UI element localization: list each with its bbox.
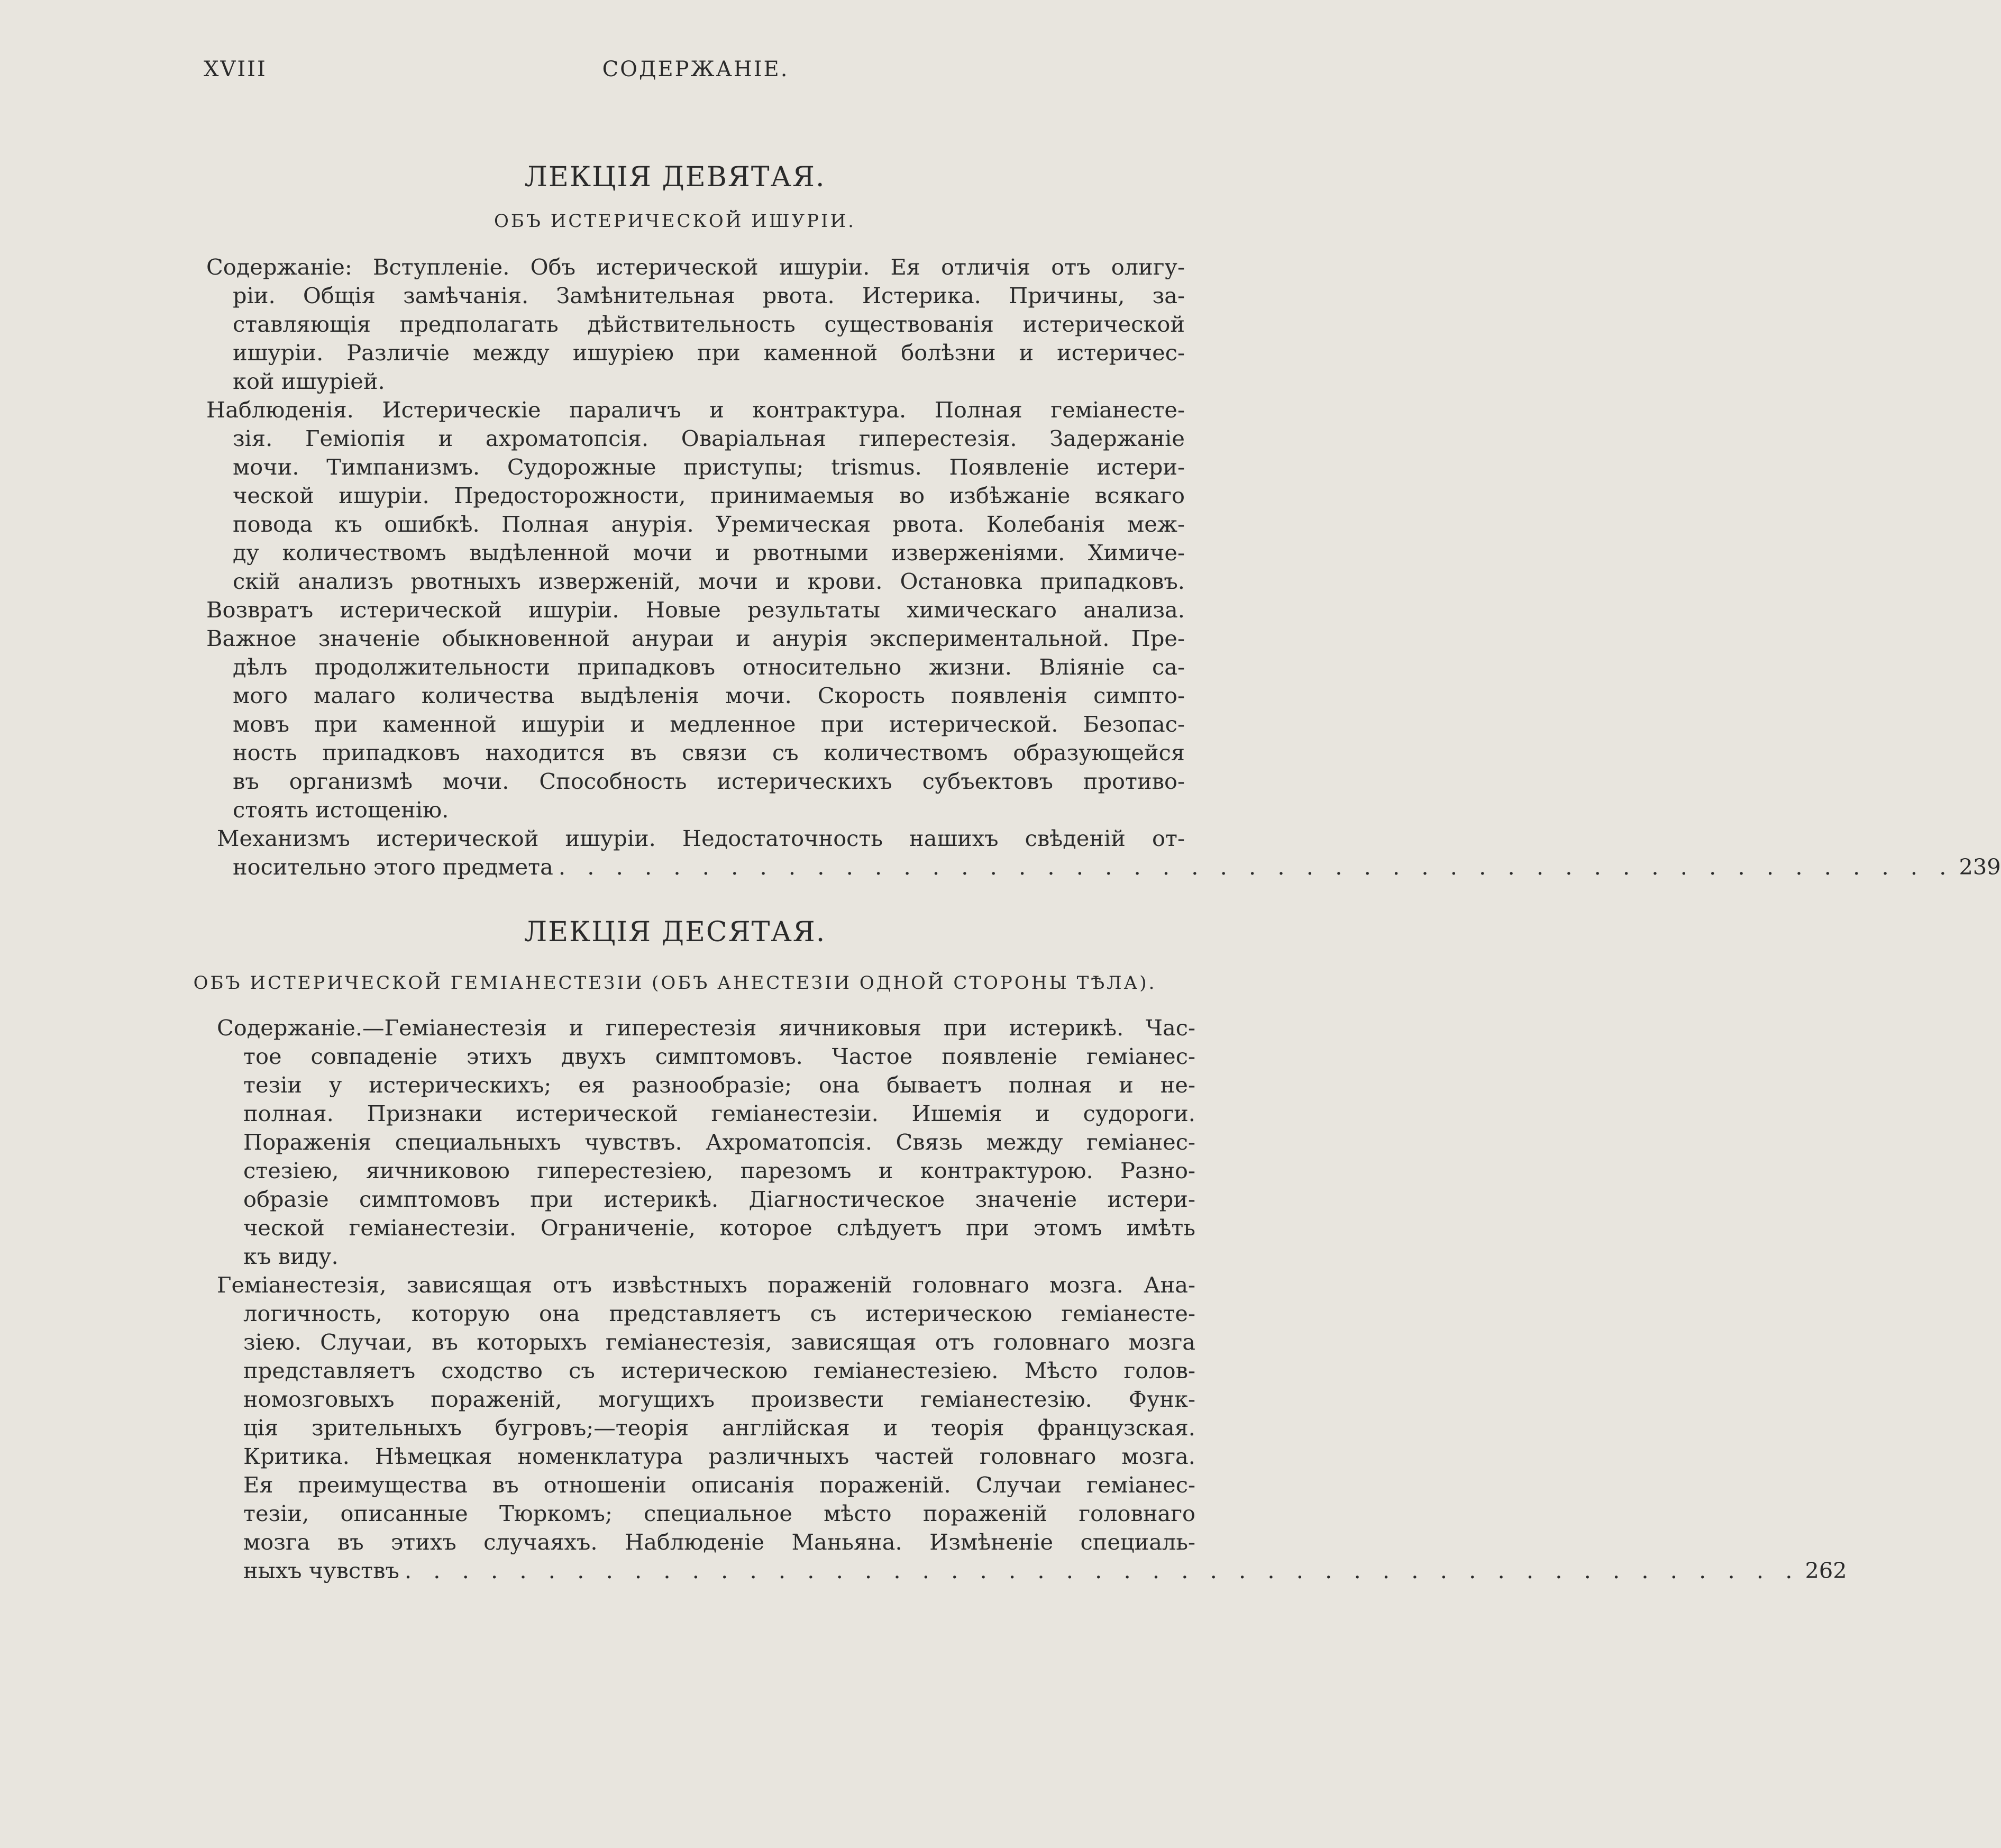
toc-line: къ виду. — [243, 1243, 339, 1269]
toc-line: ность припадковъ находится въ связи съ количествомъ образующейся — [233, 740, 1185, 766]
toc-line: Критика. Нѣмецкая номенклатура различныхъ частей головнаго мозга. — [243, 1443, 1195, 1469]
toc-line: кой ишуріей. — [233, 368, 385, 394]
toc-line: ставляющія предполагать дѣйствительность существованія истерической — [233, 311, 1185, 337]
toc-line: ныхъ чувствъ — [243, 1558, 399, 1583]
toc-line: ческой геміанестезіи. Ограниченіе, которое слѣдуетъ при этомъ имѣть — [243, 1215, 1195, 1241]
toc-line: ріи. Общія замѣчанія. Замѣнительная рвота. Истерика. Причины, за- — [233, 283, 1185, 308]
toc-line: логичность, которую она представляетъ съ истерическою геміанесте- — [243, 1300, 1195, 1326]
toc-line: ція зрительныхъ бугровъ;—теорія англійская и теорія французская. — [243, 1415, 1195, 1441]
toc-line: зія. Геміопія и ахроматопсія. Оваріальная гиперестезія. Задержаніе — [233, 425, 1185, 451]
lecture-title: ЛЕКЦІЯ ДЕВЯТАЯ. — [524, 161, 826, 193]
toc-line: тезіи, описанные Тюркомъ; специальное мѣсто пораженій головнаго — [243, 1500, 1195, 1526]
running-title: СОДЕРЖАНІЕ. — [602, 57, 789, 81]
toc-line: скій анализъ рвотныхъ изверженій, мочи и крови. Остановка припадковъ. — [233, 568, 1185, 594]
toc-line: Геміанестезія, зависящая отъ извѣстныхъ пораженій головнаго мозга. Ана- — [217, 1272, 1195, 1298]
toc-line: тезіи у истерическихъ; ея разнообразіе; она бываетъ полная и не- — [243, 1072, 1195, 1098]
dot-leader: . . . . . . . . . . . . . . . . . . . . . . . . . . . . . . . . . . . . . . . . . . . . . . . . . — [558, 854, 1954, 880]
toc-line: Ея преимущества въ отношеніи описанія пораженій. Случаи геміанес- — [243, 1472, 1195, 1498]
toc-line: мочи. Тимпанизмъ. Судорожные приступы; trismus. Появленіе истери- — [233, 454, 1185, 480]
toc-line: номозговыхъ пораженій, могущихъ произвести геміанестезію. Функ- — [243, 1386, 1195, 1412]
toc-line: въ организмѣ мочи. Способность истерическихъ субъектовъ противо- — [233, 768, 1185, 794]
toc-line: представляетъ сходство съ истерическою геміанестезіею. Мѣсто голов- — [243, 1358, 1195, 1383]
toc-line: носительно этого предмета — [233, 854, 553, 880]
page-number: 262 — [1805, 1558, 1847, 1583]
toc-line: мого малаго количества выдѣленія мочи. Скорость появленія симпто- — [233, 682, 1185, 708]
toc-line: дѣлъ продолжительности припадковъ относительно жизни. Вліяніе са- — [233, 654, 1185, 680]
running-head — [204, 57, 1187, 89]
toc-line: Содержаніе.—Геміанестезія и гиперестезія яичниковыя при истерикѣ. Час- — [217, 1015, 1195, 1041]
toc-line: Содержаніе: Вступленіе. Объ истерической ишуріи. Ея отличія отъ олигу- — [206, 254, 1185, 280]
toc-line: зіею. Случаи, въ которыхъ геміанестезія, зависящая отъ головнаго мозга — [243, 1329, 1195, 1355]
page-number: 239 — [1959, 854, 2001, 880]
dot-leader: . . . . . . . . . . . . . . . . . . . . . . . . . . . . . . . . . . . . . . . . . . . . . . . . . — [404, 1558, 1800, 1583]
toc-line: мозга въ этихъ случаяхъ. Наблюденіе Маньяна. Измѣненіе специаль- — [243, 1529, 1195, 1555]
toc-line: тое совпаденіе этихъ двухъ симптомовъ. Частое появленіе геміанес- — [243, 1043, 1195, 1069]
lecture-contents — [217, 1014, 1847, 1585]
toc-line: стезіею, яичниковою гиперестезіею, парезомъ и контрактурою. Разно- — [243, 1158, 1195, 1184]
toc-line: стоять истощенію. — [233, 797, 449, 823]
toc-line: повода къ ошибкѣ. Полная анурія. Уремическая рвота. Колебанія меж- — [233, 511, 1185, 537]
toc-line: ду количествомъ выдѣленной мочи и рвотными изверженіями. Химиче- — [233, 540, 1185, 566]
lecture-subtitle: ОБЪ ИСТЕРИЧЕСКОЙ ИШУРІИ. — [494, 211, 856, 232]
toc-line: Важное значеніе обыкновенной анураи и анурія экспериментальной. Пре- — [206, 625, 1185, 651]
toc-entry-with-page — [206, 853, 2001, 881]
toc-line: Механизмъ истерической ишуріи. Недостаточность нашихъ свѣденій от- — [217, 825, 1185, 851]
folio: XVIII — [204, 57, 267, 81]
toc-line: ишуріи. Различіе между ишуріею при каменной болѣзни и истеричес- — [233, 340, 1185, 366]
toc-line: образіе симптомовъ при истерикѣ. Діагностическое значеніе истери- — [243, 1186, 1195, 1212]
toc-line: полная. Признаки истерической геміанестезіи. Ишемія и судороги. — [243, 1100, 1195, 1126]
toc-line: ческой ишуріи. Предосторожности, принимаемыя во избѣжаніе всякаго — [233, 483, 1185, 508]
toc-line: Наблюденія. Истерическіе параличъ и контрактура. Полная геміанесте- — [206, 397, 1185, 423]
lecture-contents — [206, 253, 2001, 881]
toc-entry-with-page — [217, 1556, 1847, 1585]
toc-line: Возвратъ истерической ишуріи. Новые результаты химическаго анализа. — [206, 597, 1185, 623]
toc-line: мовъ при каменной ишуріи и медленное при истерической. Безопас- — [233, 711, 1185, 737]
toc-line: Пораженія специальныхъ чувствъ. Ахроматопсія. Связь между геміанес- — [243, 1129, 1195, 1155]
lecture-title: ЛЕКЦІЯ ДЕСЯТАЯ. — [524, 916, 826, 948]
lecture-subtitle: ОБЪ ИСТЕРИЧЕСКОЙ ГЕМІАНЕСТЕЗІИ (ОБЪ АНЕСТЕЗІИ ОДНОЙ СТОРОНЫ ТѢЛА). — [193, 972, 1157, 994]
